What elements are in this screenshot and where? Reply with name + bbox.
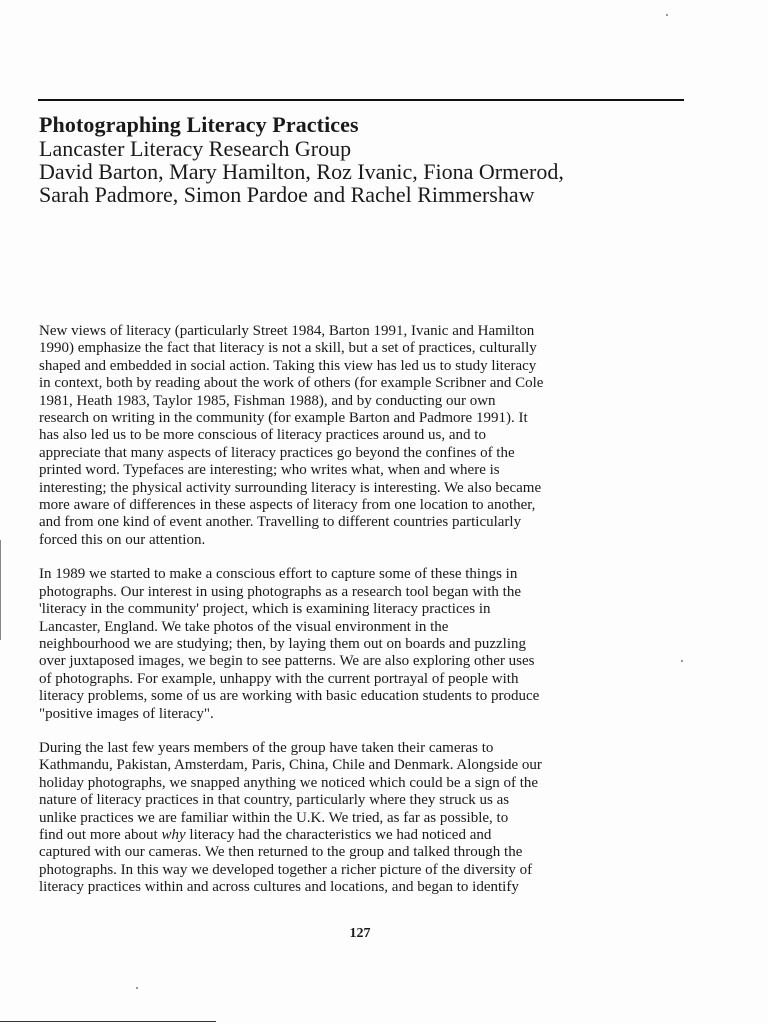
research-group-name: Lancaster Literacy Research Group bbox=[39, 136, 352, 161]
text-line: appreciate that many aspects of literacy practices go beyond the confines of the bbox=[39, 444, 515, 461]
text-line: Kathmandu, Pakistan, Amsterdam, Paris, China, Chile and Denmark. Alongside our bbox=[39, 757, 542, 774]
text-line: holiday photographs, we snapped anything we noticed which could be a sign of the bbox=[39, 774, 539, 791]
article-body bbox=[39, 323, 685, 914]
text-line: 1981, Heath 1983, Taylor 1985, Fishman 1988), and by conducting our own bbox=[39, 392, 496, 409]
text-line: photographs. Our interest in using photographs as a research tool began with the bbox=[39, 583, 521, 600]
authors-line-2: Sarah Padmore, Simon Pardoe and Rachel Rimmershaw bbox=[39, 182, 535, 207]
text-line: shaped and embedded in social action. Taking this view has led us to study literacy bbox=[39, 357, 537, 374]
text-line: forced this on our attention. bbox=[39, 531, 206, 548]
text-line: research on writing in the community (for example Barton and Padmore 1991). It bbox=[39, 410, 528, 427]
text-line: In 1989 we started to make a conscious effort to capture some of these things in bbox=[39, 566, 518, 583]
authors-line-1: David Barton, Mary Hamilton, Roz Ivanic, Fiona Ormerod, bbox=[39, 159, 564, 184]
text-line: nature of literacy practices in that country, particularly where they struck us as bbox=[39, 792, 510, 809]
paragraph-2 bbox=[39, 566, 685, 723]
footer-rule bbox=[0, 1021, 216, 1022]
text-line: has also led us to be more conscious of literacy practices around us, and to bbox=[39, 427, 486, 444]
text-line: During the last few years members of the group have taken their cameras to bbox=[39, 739, 494, 756]
text-line: Lancaster, England. We take photos of the visual environment in the bbox=[39, 618, 449, 635]
paragraph-3 bbox=[39, 740, 685, 897]
text-line: literacy practices within and across cultures and locations, and began to identify bbox=[39, 879, 519, 896]
text-line-with-emphasis bbox=[39, 827, 685, 844]
text-line: 1990) emphasize the fact that literacy is not a skill, but a set of practices, culturally bbox=[39, 340, 537, 357]
emphasized-word: why bbox=[161, 826, 186, 843]
article-header bbox=[39, 113, 729, 206]
text-line: in context, both by reading about the work of others (for example Scribner and Cole bbox=[39, 375, 544, 392]
text-line: and from one kind of event another. Travelling to different countries particularly bbox=[39, 514, 522, 531]
text-fragment: literacy had the characteristics we had noticed and bbox=[185, 826, 492, 843]
article-title: Photographing Literacy Practices bbox=[39, 112, 359, 137]
scan-speck bbox=[136, 987, 138, 989]
text-line: printed word. Typefaces are interesting; who writes what, when and where is bbox=[39, 462, 500, 479]
text-line: 'literacy in the community' project, which is examining literacy practices in bbox=[39, 601, 491, 618]
text-line: neighbourhood we are studying; then, by laying them out on boards and puzzling bbox=[39, 635, 526, 652]
page-number: 127 bbox=[349, 926, 371, 941]
scan-speck bbox=[666, 14, 668, 16]
text-line: "positive images of literacy". bbox=[39, 705, 214, 722]
text-line: unlike practices we are familiar within the U.K. We tried, as far as possible, to bbox=[39, 809, 509, 826]
text-fragment: find out more about bbox=[39, 826, 162, 843]
scan-edge-mark bbox=[0, 540, 1, 640]
text-line: over juxtaposed images, we begin to see patterns. We are also exploring other uses bbox=[39, 653, 535, 670]
text-line: of photographs. For example, unhappy with the current portrayal of people with bbox=[39, 670, 519, 687]
text-line: photographs. In this way we developed together a richer picture of the diversity of bbox=[39, 861, 533, 878]
text-line: interesting; the physical activity surrounding literacy is interesting. We also became bbox=[39, 479, 542, 496]
text-line: captured with our cameras. We then returned to the group and talked through the bbox=[39, 844, 523, 861]
header-rule bbox=[38, 99, 684, 101]
scan-speck bbox=[681, 660, 683, 662]
text-line: New views of literacy (particularly Street 1984, Barton 1991, Ivanic and Hamilton bbox=[39, 323, 535, 339]
text-line: literacy problems, some of us are working with basic education students to produce bbox=[39, 688, 540, 705]
text-line: more aware of differences in these aspects of literacy from one location to another, bbox=[39, 497, 536, 514]
paragraph-1 bbox=[39, 323, 685, 549]
